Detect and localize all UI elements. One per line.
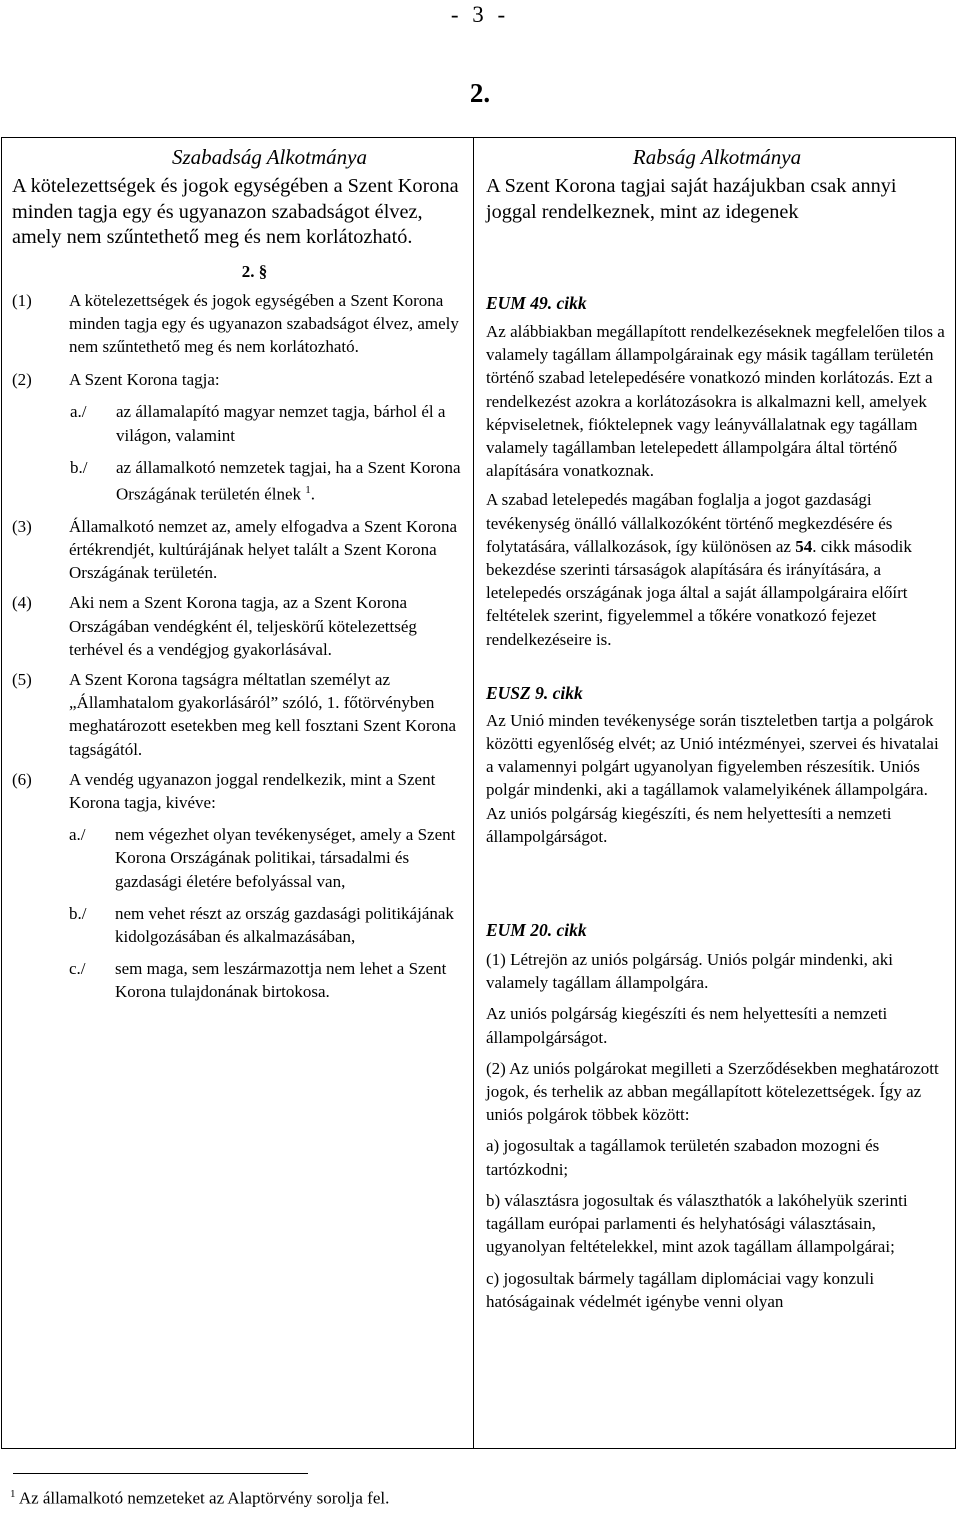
sub-item-a (70, 400, 467, 446)
section-number: 2. (469, 78, 491, 108)
sub-item-text: az államalapító magyar nemzet tagja, bárhol él a világon, valamint (116, 402, 446, 445)
column-divider (473, 137, 474, 1449)
eum-49-paragraph-2-end: . cikk második bekezdése szerinti társaságok alapítására és irányítására, a letelepedés országának joga által a saját állampolgáraira előírt feltételek szerint, figyelemmel a tőkére vonatkozó fejezet rendelkezéseire is. (486, 536, 912, 649)
paragraph-text: A Szent Korona tagságra méltatlan személyt az „Államhatalom gyakorlásáról” szóló, 1. főtörvényben meghatározott esetekben meg kell fosztani Szent Korona tagságától. (69, 670, 457, 759)
paragraph-text: A vendég ugyanazon joggal rendelkezik, mint a Szent Korona tagja, kivéve: (69, 769, 436, 813)
paragraph-text: A kötelezettségek és jogok egységében a Szent Korona minden tagja egy és ugyanazon szabadságot élvez, amely nem szűntethető meg és nem korlátozható. (69, 290, 459, 356)
article-reference: 54 (795, 536, 813, 556)
eum-49-paragraph-2 (486, 488, 948, 650)
sub-item-letter: a./ (70, 402, 87, 422)
paragraph-number: (2) (12, 370, 32, 390)
sub-item-letter: c./ (69, 959, 86, 979)
footnote-number: 1 (10, 1488, 16, 1500)
sub-item-letter: a./ (69, 825, 86, 845)
sub-item-text: sem maga, sem leszármazottja nem lehet a Szent Korona tulajdonának birtokosa. (115, 959, 447, 1002)
page-number: - 3 - (450, 2, 510, 27)
eum-49-heading: EUM 49. cikk (486, 293, 587, 313)
sub-item-b (69, 902, 467, 948)
paragraph-number: (3) (12, 516, 32, 536)
eum-49-paragraph-2-start: A szabad letelepedés magában foglalja a jogot gazdasági tevékenység önálló vállalkozóként történő megkezdésére és folytatására, vállalkozások, így különösen az (486, 490, 893, 556)
left-column-title: Szabadság Alkotmánya (171, 145, 368, 169)
sub-item-text: nem vehet részt az ország gazdasági politikájának kidolgozásában és alkalmazásában, (115, 903, 454, 947)
footnote-reference: 1 (305, 483, 311, 496)
footnote (10, 1488, 389, 1509)
paragraph-number: (4) (12, 593, 32, 613)
right-column (486, 137, 948, 1313)
sub-item-c (69, 957, 467, 1003)
paragraph-number: (1) (12, 290, 32, 310)
eum-20-item-a: a) jogosultak a tagállamok területén szabadon mozogni és tartózkodni; (486, 1136, 880, 1179)
paragraph-2 (12, 368, 467, 391)
eum-20-paragraph-1: (1) Létrejön az uniós polgárság. Uniós polgár mindenki, aki valamely tagállam állampolgára. (486, 950, 893, 993)
sub-item-text: nem végezhet olyan tevékenységet, amely a Szent Korona Országának politikai, társadalmi és gazdasági életére befolyással van, (115, 825, 456, 891)
sub-item-letter: b./ (69, 903, 87, 923)
eum-20-item-c: c) jogosultak bármely tagállam diplomáciai vagy konzuli hatóságainak védelmét igénybe venni olyan (486, 1268, 875, 1311)
sub-item-text: az államalkotó nemzetek tagjai, ha a Szent Korona Országának területén élnek $^1$. (116, 457, 461, 504)
footnote-text: Az államalkotó nemzeteket az Alaptörvény sorolja fel. (18, 1488, 390, 1508)
right-intro: A Szent Korona tagjai saját hazájukban csak annyi joggal rendelkeznek, mint az idegenek (486, 175, 897, 223)
right-column-title: Rabság Alkotmánya (632, 145, 802, 169)
paragraph-text: Államalkotó nemzet az, amely elfogadva a Szent Korona értékrendjét, kultúrájának helyet talált a Szent Korona Országának területén. (69, 516, 458, 583)
eusz-9-heading: EUSZ 9. cikk (486, 682, 583, 703)
footnote-separator (13, 1473, 308, 1474)
eum-49-paragraph-1: Az alábbiakban megállapított rendelkezéseknek megfelelően tilos a valamely tagállam állampolgárainak egy másik tagállam területén történő szabad letelepedésére vonatkozó minden korlátozás. Ezt a rendelkezést azokra a korlátozásokra is alkalmazni kell, amelyek képviseletnek, fióktelepnek vagy leányvállalatnak egy tagállam valamely tagállamban letelepedett állampolgára által történő alapítására vonatkoznak. (486, 322, 945, 481)
eum-20-paragraph-2: Az uniós polgárság kiegészíti és nem helyettesíti a nemzeti állampolgárságot. (486, 1004, 888, 1047)
paragraph-text: Aki nem a Szent Korona tagja, az a Szent Korona Országában vendégként él, teljeskörű kötelezettség terhével és a vendégjog gyakorlásával. (69, 593, 417, 659)
sub-item-b (70, 456, 467, 506)
eusz-9-paragraph: Az Unió minden tevékenysége során tiszteletben tartja a polgárok közötti egyenlőség elvét; az Unió intézményei, szervei és hivatalai a valamennyi polgárt ugyanolyan figyelemben részesítik. Uniós polgár mindenki, aki a tagállamok valamelyikének állampolgára. Az uniós polgárság kiegészíti, és nem helyettesíti a nemzeti állampolgárságot. (486, 710, 939, 846)
paragraph-number: (5) (12, 670, 32, 689)
sub-item-letter: b./ (70, 457, 88, 477)
sub-item-body: az államalkotó nemzetek tagjai, ha a Szent Korona Országának területén élnek (116, 457, 461, 504)
left-column (12, 137, 467, 1004)
article-number: 2. § (241, 261, 268, 281)
paragraph-1 (12, 289, 467, 359)
paragraph-4 (12, 591, 467, 661)
sub-item-a (69, 823, 467, 893)
eum-20-heading: EUM 20. cikk (486, 920, 587, 941)
left-intro: A kötelezettségek és jogok egységében a Szent Korona minden tagja egy és ugyanazon szabadságot élvez, amely nem szűntethető meg és nem korlátozható. (12, 175, 459, 248)
paragraph-3 (12, 515, 467, 585)
paragraph-text: A Szent Korona tagja: (69, 370, 220, 390)
eum-20-item-b: b) választásra jogosultak és választhatók a lakóhelyük szerinti tagállam európai parlamenti és helyhatósági választásain, ugyanolyan feltételekkel, mint azok tagállam állampolgárai; (486, 1190, 908, 1257)
paragraph-number: (6) (12, 769, 32, 789)
paragraph-5 (12, 668, 467, 761)
paragraph-6 (12, 768, 467, 814)
eum-20-paragraph-3: (2) Az uniós polgárokat megilleti a Szerződésekben meghatározott jogok, és terhelik az abban megállapított kötelezettségek. Így az uniós polgárok többek között: (486, 1058, 939, 1125)
